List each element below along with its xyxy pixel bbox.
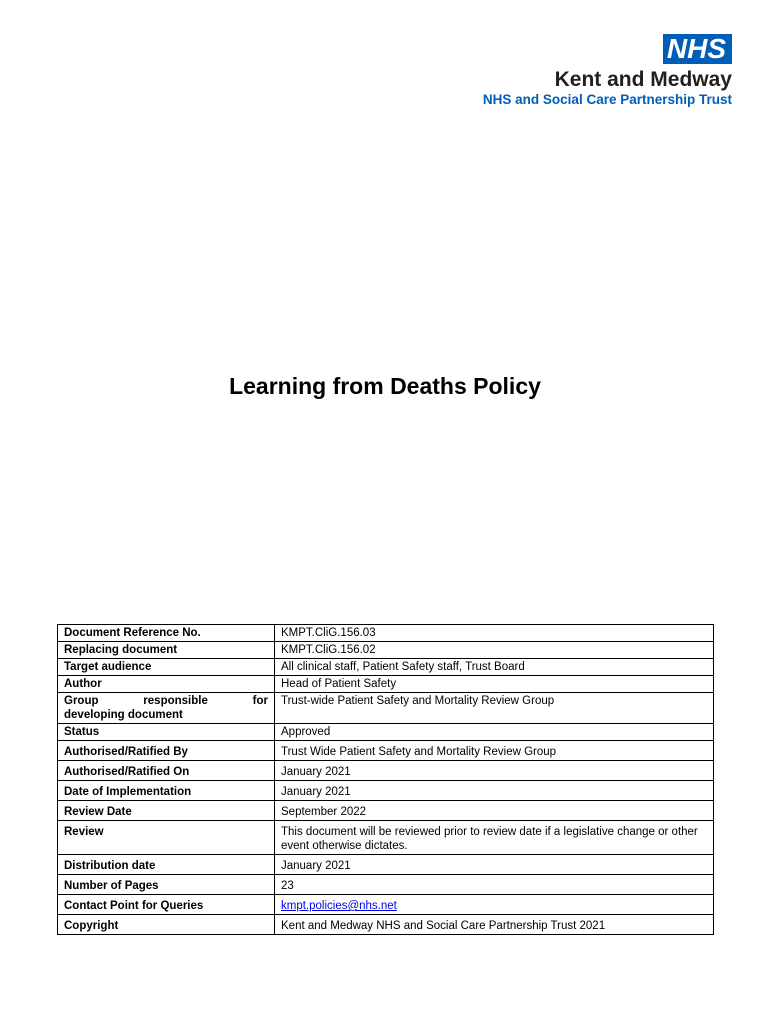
table-row — [58, 741, 714, 761]
row-label-word: Group — [64, 695, 99, 707]
row-value: Trust Wide Patient Safety and Mortality Review Group — [275, 741, 714, 761]
row-label: Replacing document — [58, 642, 275, 659]
row-value: This document will be reviewed prior to review date if a legislative change or other event otherwise dictates. — [275, 821, 714, 855]
trust-subtitle: NHS and Social Care Partnership Trust — [482, 92, 732, 107]
table-row — [58, 801, 714, 821]
trust-name: Kent and Medway — [554, 68, 732, 91]
row-label: Review Date — [58, 801, 275, 821]
table-row — [58, 781, 714, 801]
contact-email-link[interactable]: kmpt.policies@nhs.net — [281, 900, 397, 912]
row-value: Kent and Medway NHS and Social Care Partnership Trust 2021 — [275, 915, 714, 935]
row-value: KMPT.CliG.156.02 — [275, 642, 714, 659]
row-label — [58, 693, 275, 724]
table-row — [58, 821, 714, 855]
table-row — [58, 855, 714, 875]
row-label: Authorised/Ratified On — [58, 761, 275, 781]
table-row — [58, 915, 714, 935]
row-value: September 2022 — [275, 801, 714, 821]
row-label: Target audience — [58, 659, 275, 676]
row-label: Author — [58, 676, 275, 693]
table-row — [58, 761, 714, 781]
document-control-table — [57, 624, 714, 935]
row-value: Approved — [275, 724, 714, 741]
row-value: KMPT.CliG.156.03 — [275, 625, 714, 642]
row-label: Document Reference No. — [58, 625, 275, 642]
table-row — [58, 676, 714, 693]
row-label: Authorised/Ratified By — [58, 741, 275, 761]
table-row — [58, 659, 714, 676]
table-row — [58, 875, 714, 895]
row-value: January 2021 — [275, 855, 714, 875]
table-row — [58, 693, 714, 724]
row-value: 23 — [275, 875, 714, 895]
table-row — [58, 724, 714, 741]
row-label: Date of Implementation — [58, 781, 275, 801]
row-label: Number of Pages — [58, 875, 275, 895]
row-label: Status — [58, 724, 275, 741]
row-value: January 2021 — [275, 781, 714, 801]
row-label-word: responsible — [143, 695, 208, 707]
table-row — [58, 625, 714, 642]
row-value: Head of Patient Safety — [275, 676, 714, 693]
row-label: Contact Point for Queries — [58, 895, 275, 915]
row-label: Copyright — [58, 915, 275, 935]
row-label: Distribution date — [58, 855, 275, 875]
row-value: Trust-wide Patient Safety and Mortality Review Group — [275, 693, 714, 724]
nhs-trust-logo — [452, 34, 732, 108]
document-title: Learning from Deaths Policy — [229, 373, 541, 399]
nhs-logo-mark: NHS — [663, 34, 732, 64]
row-label-word: for — [252, 695, 268, 707]
row-value — [275, 895, 714, 915]
row-value: January 2021 — [275, 761, 714, 781]
row-value: All clinical staff, Patient Safety staff, Trust Board — [275, 659, 714, 676]
table-row — [58, 642, 714, 659]
row-label: Review — [58, 821, 275, 855]
table-row — [58, 895, 714, 915]
row-label-line2: developing document — [64, 709, 183, 721]
